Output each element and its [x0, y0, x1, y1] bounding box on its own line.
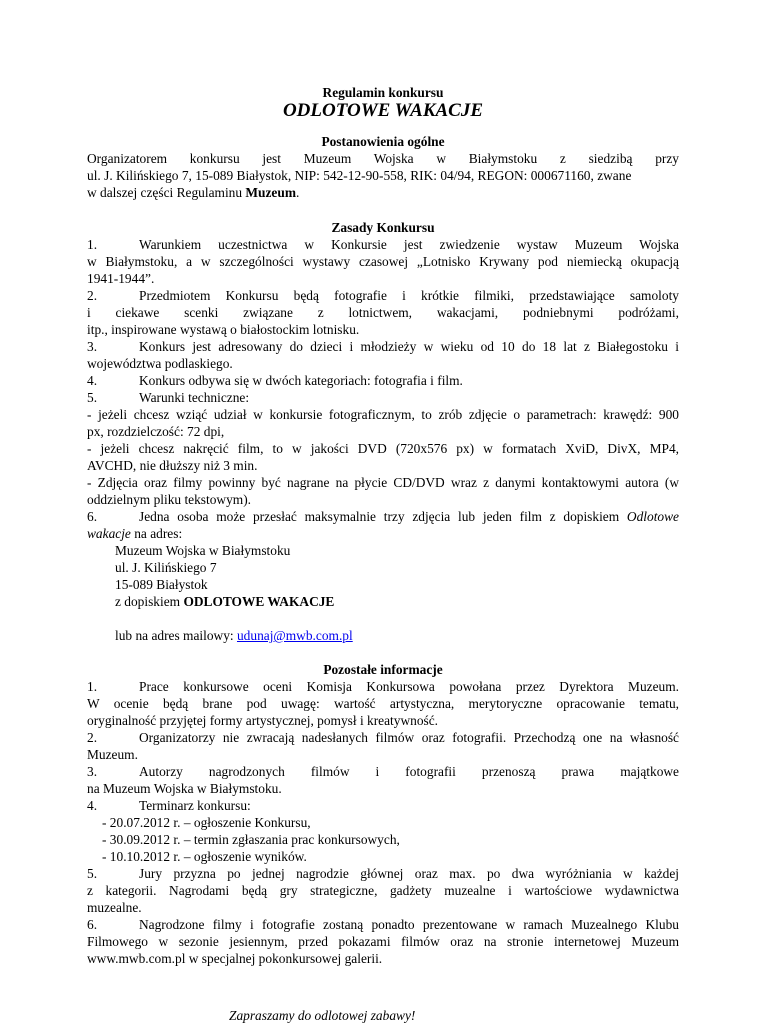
rule-5 [87, 389, 679, 406]
info-number: 3. [87, 764, 98, 779]
tech-line: - jeżeli chcesz wziąć udział w konkursie fotograficznym, to zrób zdjęcie o parametrach: krawędź: 900 [87, 407, 679, 422]
rule-number: 5. [87, 390, 98, 405]
rule-6 [87, 508, 679, 525]
address-line [115, 593, 679, 610]
rule-number: 3. [87, 339, 98, 354]
closing-italic: Zapraszamy do odlotowej zabawy! [229, 1008, 416, 1023]
info-1 [87, 678, 679, 695]
info-6 [87, 916, 679, 933]
rule-line: itp., inspirowane wystawą o białostockim lotnisku. [87, 322, 360, 337]
info-text: Prace konkursowe oceni Komisja Konkursowa powołana przez Dyrektora Muzeum. [139, 679, 679, 694]
rule-number: 1. [87, 237, 98, 252]
schedule-item: - 10.10.2012 r. – ogłoszenie wyników. [102, 849, 307, 864]
rule-text: na adres: [130, 526, 183, 541]
closing-text [229, 1007, 629, 1024]
info-5 [87, 865, 679, 882]
rules-heading: Zasady Konkursu [331, 220, 435, 235]
info-text: Terminarz konkursu: [139, 798, 251, 813]
rule-text-italic: Odlotowe [626, 509, 679, 524]
rule-number: 2. [87, 288, 98, 303]
info-2 [87, 729, 679, 746]
contest-name: ODLOTOWE WAKACJE [183, 594, 335, 609]
rule-2 [87, 287, 679, 304]
rule-4 [87, 372, 679, 389]
info-number: 5. [87, 866, 98, 881]
info-text: Jury przyzna po jednej nagrodzie głównej oraz max. po dwa wyróżniania w każdej [139, 866, 679, 881]
mail-line [115, 627, 679, 644]
address-line: Muzeum Wojska w Białymstoku [115, 543, 291, 558]
info-text: Autorzy nagrodzonych filmów i fotografii przenoszą prawa majątkowe [139, 764, 679, 779]
text-run: z dopiskiem [115, 594, 184, 609]
rule-text-italic: wakacje [87, 526, 131, 541]
other-heading: Pozostałe informacje [323, 662, 443, 677]
text-run: lub na adres mailowy: [115, 628, 237, 643]
rule-text: Warunki techniczne: [139, 390, 250, 405]
address-line: 15-089 Białystok [115, 577, 208, 592]
address-line: ul. J. Kilińskiego 7 [115, 560, 217, 575]
tech-line: px, rozdzielczość: 72 dpi, [87, 424, 225, 439]
info-number: 4. [87, 798, 98, 813]
rule-text: Przedmiotem Konkursu będą fotografie i krótkie filmiki, przedstawiające samoloty [139, 288, 679, 303]
rule-1 [87, 236, 679, 253]
tech-line: - jeżeli chcesz nakręcić film, to w jakości DVD (720x576 px) w formatach XviD, DivX, MP4, [87, 441, 679, 456]
document-title: ODLOTOWE WAKACJE [282, 100, 484, 121]
text-run: w dalszej części Regulaminu [87, 185, 246, 200]
schedule-item: - 20.07.2012 r. – ogłoszenie Konkursu, [102, 815, 311, 830]
info-line: Filmowego w sezonie jesiennym, przed pokazami filmów oraz na stronie internetowej Muzeum [87, 934, 679, 949]
document-subtitle: Regulamin konkursu [322, 85, 444, 100]
rule-text: Jedna osoba może przesłać maksymalnie trzy zdjęcia lub jeden film z dopiskiem [139, 509, 627, 524]
tech-line: oddzielnym pliku tekstowym). [87, 492, 252, 507]
rule-line: w Białymstoku, a w szczególności wystawy czasowej „Lotnisko Krywany pod niemiecką okupacją [87, 254, 679, 269]
info-number: 1. [87, 679, 98, 694]
rule-line: województwa podlaskiego. [87, 356, 233, 371]
rule-line: 1941-1944”. [87, 271, 155, 286]
email-link[interactable]: udunaj@mwb.com.pl [236, 628, 353, 643]
rule-text: Konkurs jest adresowany do dzieci i młodzieży w wieku od 10 do 18 lat z Białegostoku i [139, 339, 679, 354]
schedule-item: - 30.09.2012 r. – termin zgłaszania prac konkursowych, [102, 832, 400, 847]
text-run: . [295, 185, 300, 200]
general-line: Organizatorem konkursu jest Muzeum Wojska w Białymstoku z siedzibą przy [87, 151, 679, 166]
rule-line [87, 525, 679, 542]
info-line: W ocenie będą brane pod uwagę: wartość artystyczna, merytoryczne opracowanie tematu, [87, 696, 679, 711]
info-line: oryginalność przyjętej formy artystycznej, pomysł i kreatywność. [87, 713, 439, 728]
info-text: Organizatorzy nie zwracają nadesłanych filmów oraz fotografii. Przechodzą one na własność [139, 730, 679, 745]
rule-number: 4. [87, 373, 98, 388]
rule-line: i ciekawe scenki związane z lotnictwem, wakacjami, podniebnymi podróżami, [87, 305, 679, 320]
general-line [87, 184, 679, 201]
rule-text: Warunkiem uczestnictwa w Konkursie jest zwiedzenie wystaw Muzeum Wojska [139, 237, 679, 252]
museum-term: Muzeum [245, 185, 296, 200]
info-line: z kategorii. Nagrodami będą gry strategiczne, gadżety muzealne i wartościowe wydawnictwa [87, 883, 679, 898]
info-text: Nagrodzone filmy i fotografie zostaną ponadto prezentowane w ramach Muzealnego Klubu [139, 917, 679, 932]
tech-line: AVCHD, nie dłuższy niż 3 min. [87, 458, 258, 473]
tech-line: - Zdjęcia oraz filmy powinny być nagrane na płycie CD/DVD wraz z danymi kontaktowymi autora (w [87, 475, 679, 490]
info-line: muzealne. [87, 900, 142, 915]
info-line: na Muzeum Wojska w Białymstoku. [87, 781, 282, 796]
rule-text: Konkurs odbywa się w dwóch kategoriach: fotografia i film. [139, 373, 463, 388]
general-heading: Postanowienia ogólne [321, 134, 445, 149]
general-line: ul. J. Kilińskiego 7, 15-089 Białystok, NIP: 542-12-90-558, RIK: 04/94, REGON: 000671160, zwane [87, 168, 632, 183]
rule-3 [87, 338, 679, 355]
info-number: 6. [87, 917, 98, 932]
info-3 [87, 763, 679, 780]
rule-number: 6. [87, 509, 98, 524]
info-4 [87, 797, 679, 814]
info-line: www.mwb.com.pl w specjalnej pokonkursowej galerii. [87, 951, 383, 966]
info-number: 2. [87, 730, 98, 745]
info-line: Muzeum. [87, 747, 138, 762]
